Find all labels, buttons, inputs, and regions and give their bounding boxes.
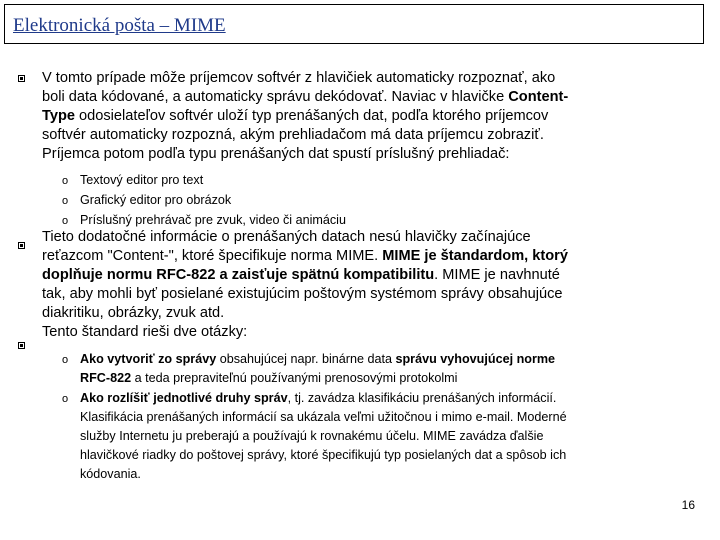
circle-bullet-icon: o [62,354,69,366]
circle-bullet-icon: o [62,215,69,227]
para2-line1: Tieto dodatočné informácie o prenášaných datach nesú hlavičky začínajúce [42,229,531,245]
sublist2-item2-bold: Ako rozlíšiť jednotlivé druhy správ [80,391,288,405]
para2-line3-text: . MIME je navhnuté [434,267,560,283]
sublist2-item2-line2: Klasifikácia prenášaných informácií sa ukázala veľmi užitočnou i mimo e-mail. Moderné [80,410,567,424]
sublist1-item1: Textový editor pro text [80,173,204,187]
para3-line1: Tento štandard rieši dve otázky: [42,324,248,340]
para1-line4: softvér automaticky rozpozná, akým prehliadačom má data príjemcu zobraziť. [42,127,544,143]
sublist2-item1-bold3: RFC-822 [80,371,132,385]
sublist2-item2-line1 [80,389,556,408]
para2-line4: tak, aby mohli byť posielané existujúcim poštovým systémom správy obsahujúce [42,286,563,302]
para1-line2-bold: Content- [508,89,569,105]
para1-line5: Príjemca potom podľa typu prenášaných dat spustí príslušný prehliadač: [42,146,510,162]
para2-line3 [42,266,560,285]
sublist2-item2-line4: hlavičkové riadky do poštovej správy, ktoré špecifikujú typ posielaných dat a spôsob ich [80,448,567,462]
para1-line2 [42,88,568,107]
para2-line2-text: reťazcom "Content-", ktoré špecifikuje norma MIME. [42,248,383,264]
square-bullet-icon [18,242,25,249]
page-number: 16 [681,498,695,512]
sublist2-item1-line1 [80,350,555,369]
sublist2-item2-line5: kódovania. [80,467,141,481]
slide-title: Elektronická pošta – MIME [13,15,226,36]
sublist2-item1-text2: a teda prepraviteľnú používanými prenosovými protokolmi [131,371,458,385]
sublist2-item2-text: , tj. zavádza klasifikáciu prenášaných informácií. [287,391,557,405]
sublist1-item2: Grafický editor pro obrázok [80,193,232,207]
square-bullet-icon [18,342,25,349]
para2-line2 [42,247,568,266]
square-bullet-icon [18,75,25,82]
para1-line3-bold: Type [42,108,75,124]
para1-line2-text: boli data kódované, a automaticky správu dekódovať. Naviac v hlavičke [42,89,509,105]
para1-line3-text: odosielateľov softvér uloží typ prenášaných dat, podľa ktorého príjemcov [74,108,549,124]
circle-bullet-icon: o [62,393,69,405]
sublist2-item1-bold1: Ako vytvoriť zo správy [80,352,217,366]
para2-line2-bold: MIME je štandardom, ktorý [382,248,568,264]
circle-bullet-icon: o [62,195,69,207]
sublist1-item3: Príslušný prehrávač pre zvuk, video či animáciu [80,213,346,227]
para2-line5: diakritiku, obrázky, zvuk atd. [42,305,225,321]
sublist2-item1-line2 [80,369,457,388]
sublist2-item1-bold2: správu vyhovujúcej norme [395,352,556,366]
para1-line3 [42,107,548,126]
para2-line3-bold: doplňuje normu RFC-822 a zaisťuje spätnú kompatibilitu [42,267,435,283]
circle-bullet-icon: o [62,175,69,187]
para1-line1: V tomto prípade môže príjemcov softvér z hlavičiek automaticky rozpoznať, ako [42,70,556,86]
sublist2-item1-text1: obsahujúcej napr. binárne data [216,352,396,366]
sublist2-item2-line3: služby Internetu ju preberajú a používajú k rovnakému účelu. MIME zavádza ďalšie [80,429,544,443]
